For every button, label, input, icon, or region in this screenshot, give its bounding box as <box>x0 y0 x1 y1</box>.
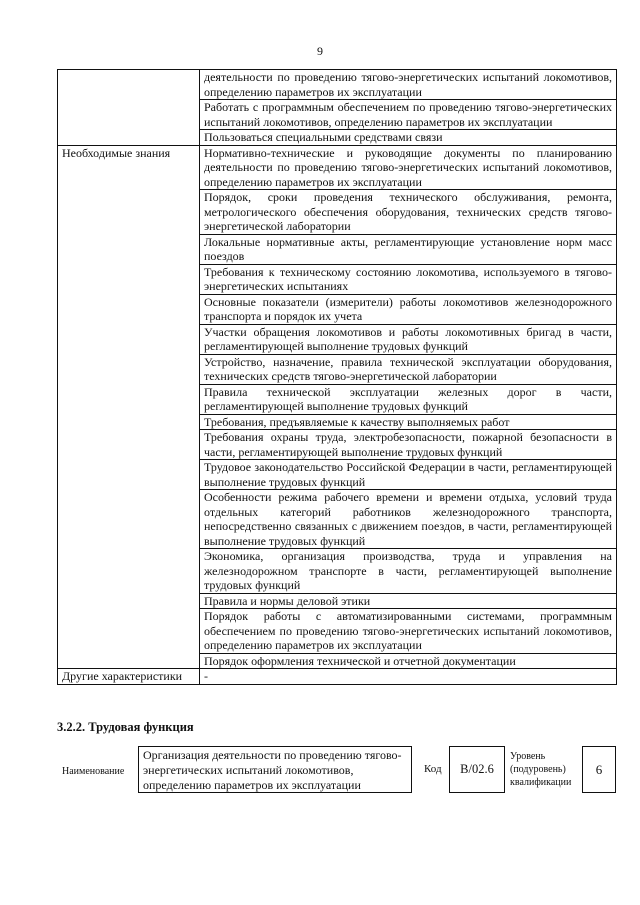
row-text: - <box>200 669 617 685</box>
row-text: Порядок работы с автоматизированными системами, программным обеспечением по проведению тягово-энергетических испытаний локомотивов, определению параметров их эксплуатации <box>200 609 617 654</box>
row-text: Порядок оформления технической и отчетной документации <box>200 653 617 669</box>
row-text: Порядок, сроки проведения технического обслуживания, ремонта, метрологического обеспечения оборудования, технических средств тягово-энергетической лаборатории <box>200 190 617 235</box>
row-text: Трудовое законодательство Российской Федерации в части, регламентирующей выполнение трудовых функций <box>200 460 617 490</box>
row-text: Пользоваться специальными средствами связи <box>200 130 617 146</box>
code-label: Код <box>424 763 442 775</box>
row-text: Работать с программным обеспечением по проведению тягово-энергетических испытаний локомотивов, определению параметров их эксплуатации <box>200 100 617 130</box>
page-number: 9 <box>317 44 323 58</box>
row-text: Экономика, организация производства, труда и управления на железнодорожном транспорте в части, регламентирующей выполнение трудовых функций <box>200 549 617 594</box>
row-text: Устройство, назначение, правила технической эксплуатации оборудования, технических средств тягово-энергетической лаборатории <box>200 354 617 384</box>
function-name: Организация деятельности по проведению тягово-энергетических испытаний локомотивов, определению параметров их эксплуатации <box>138 746 412 793</box>
row-label: Необходимые знания <box>58 145 200 669</box>
row-label <box>58 70 200 146</box>
row-text: Требования, предъявляемые к качеству выполняемых работ <box>200 414 617 430</box>
row-text: Участки обращения локомотивов и работы локомотивных бригад в части, регламентирующей выполнение трудовых функций <box>200 324 617 354</box>
row-text: Основные показатели (измерители) работы локомотивов железнодорожного транспорта и порядок их учета <box>200 294 617 324</box>
code-value: B/02.6 <box>449 746 505 793</box>
table-row <box>58 145 617 190</box>
table-row <box>58 669 617 685</box>
knowledge-table <box>57 69 617 685</box>
level-label: Уровень (подуровень) квалификации <box>510 751 572 788</box>
row-text: Нормативно-технические и руководящие документы по планированию деятельности по проведению тягово-энергетических испытаний локомотивов, определению параметров их эксплуатации <box>200 145 617 190</box>
level-value: 6 <box>582 746 616 793</box>
row-text: деятельности по проведению тягово-энергетических испытаний локомотивов, определению параметров их эксплуатации <box>200 70 617 100</box>
row-text: Правила и нормы деловой этики <box>200 593 617 609</box>
row-text: Требования к техническому состоянию локомотива, используемого в тягово-энергетических испытаниях <box>200 264 617 294</box>
row-text: Правила технической эксплуатации железных дорог в части, регламентирующей выполнение трудовых функций <box>200 384 617 414</box>
row-label: Другие характеристики <box>58 669 200 685</box>
table-row <box>58 70 617 100</box>
row-text: Требования охраны труда, электробезопасности, пожарной безопасности в части, регламентирующей выполнение трудовых функций <box>200 430 617 460</box>
name-label: Наименование <box>62 766 125 777</box>
section-title: 3.2.2. Трудовая функция <box>57 720 194 734</box>
row-text: Локальные нормативные акты, регламентирующие установление норм масс поездов <box>200 234 617 264</box>
row-text: Особенности режима рабочего времени и времени отдыха, условий труда отдельных категорий работников железнодорожного транспорта, непосредственно связанных с движением поездов, в части, регламентирующей выполнение трудовых функций <box>200 490 617 549</box>
